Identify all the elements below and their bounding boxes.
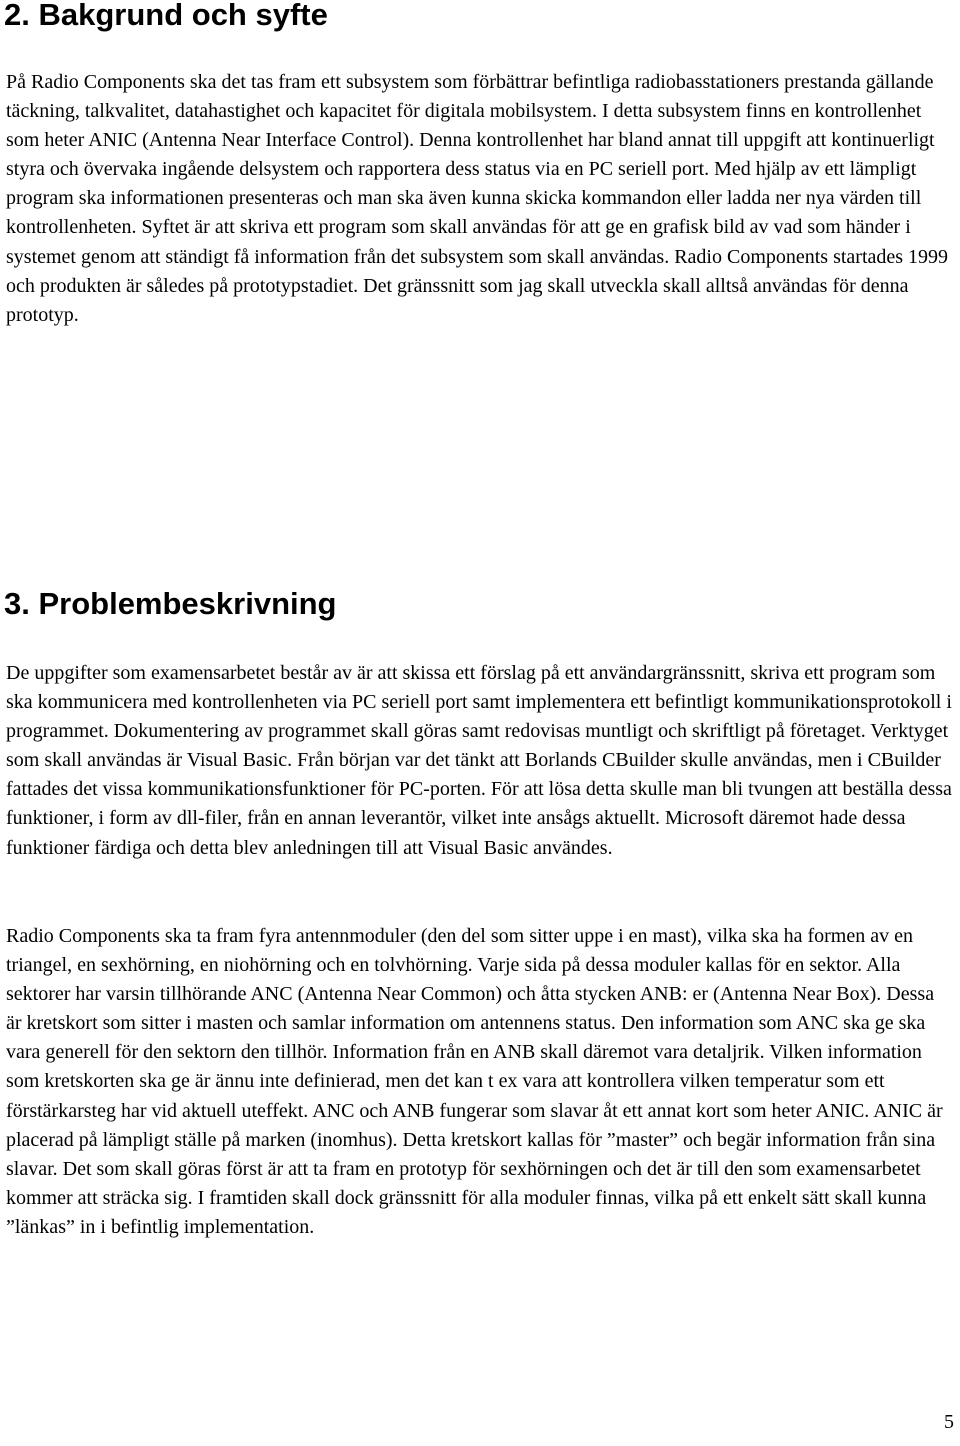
section-heading-bakgrund: 2. Bakgrund och syfte: [4, 0, 328, 32]
paragraph-bakgrund: På Radio Components ska det tas fram ett subsystem som förbättrar befintliga radiobasstationers prestanda gällande täckning, talkvalitet, datahastighet och kapacitet för digitala mobilsystem. I detta subsystem finns en kontrollenhet som heter ANIC (Antenna Near Interface Control). Denna kontrollenhet har bland annat till uppgift att kontinuerligt styra och övervaka ingående delsystem och rapportera dess status via en PC seriell port. Med hjälp av ett lämpligt program ska informationen presenteras och man ska även kunna skicka kommandon eller ladda ner nya värden till kontrollenheten. Syftet är att skriva ett program som skall användas för att ge en grafisk bild av vad som händer i systemet genom att ständigt få information från det subsystem som skall användas. Radio Components startades 1999 och produkten är således på prototypstadiet. Det gränssnitt som jag skall utveckla skall alltså användas för denna prototyp.: [6, 71, 949, 326]
paragraph-problembeskrivning-2: Radio Components ska ta fram fyra antennmoduler (den del som sitter uppe i en mast), vilka ska ha formen av en triangel, en sexhörning, en niohörning och en tolvhörning. Varje sida på dessa moduler kallas för en sektor. Alla sektorer har varsin tillhörande ANC (Antenna Near Common) och åtta stycken ANB: er (Antenna Near Box). Dessa är kretskort som sitter i masten och samlar information om antennens status. Den information som ANC ska ge ska vara generell för den sektorn den tillhör. Information från en ANB skall däremot vara detaljrik. Vilken information som kretskorten ska ge är ännu inte definierad, men det kan t ex vara att kontrollera vilken temperatur som ett förstärkarsteg har vid aktuell uteffekt. ANC och ANB fungerar som slavar åt ett annat kort som heter ANIC. ANIC är placerad på lämpligt ställe på marken (inomhus). Detta kretskort kallas för ”master” och begär information från sina slavar. Det som skall göras först är att ta fram en prototyp för sexhörningen och det är till den som examensarbetet kommer att sträcka sig. I framtiden skall dock gränssnitt för alla moduler finnas, vilka på ett enkelt sätt skall kunna ”länkas” in i befintlig implementation.: [6, 925, 943, 1238]
page-number: 5: [944, 1411, 954, 1433]
section-heading-problembeskrivning: 3. Problembeskrivning: [4, 586, 337, 621]
paragraph-problembeskrivning-1: De uppgifter som examensarbetet består av är att skissa ett förslag på ett användargränssnitt, skriva ett program som ska kommunicera med kontrollenheten via PC seriell port samt implementera ett befintligt kommunikationsprotokoll i programmet. Dokumentering av programmet skall göras samt redovisas muntligt och skriftligt på företaget. Verktyget som skall användas är Visual Basic. Från början var det tänkt att Borlands CBuilder skulle användas, men i CBuilder fattades det vissa kommunikationsfunktioner för PC-porten. För att lösa detta skulle man bli tvungen att beställa dessa funktioner, i form av dll-filer, från en annan leverantör, vilket inte ansågs aktuellt. Microsoft däremot hade dessa funktioner färdiga och detta blev anledningen till att Visual Basic användes.: [6, 662, 952, 859]
